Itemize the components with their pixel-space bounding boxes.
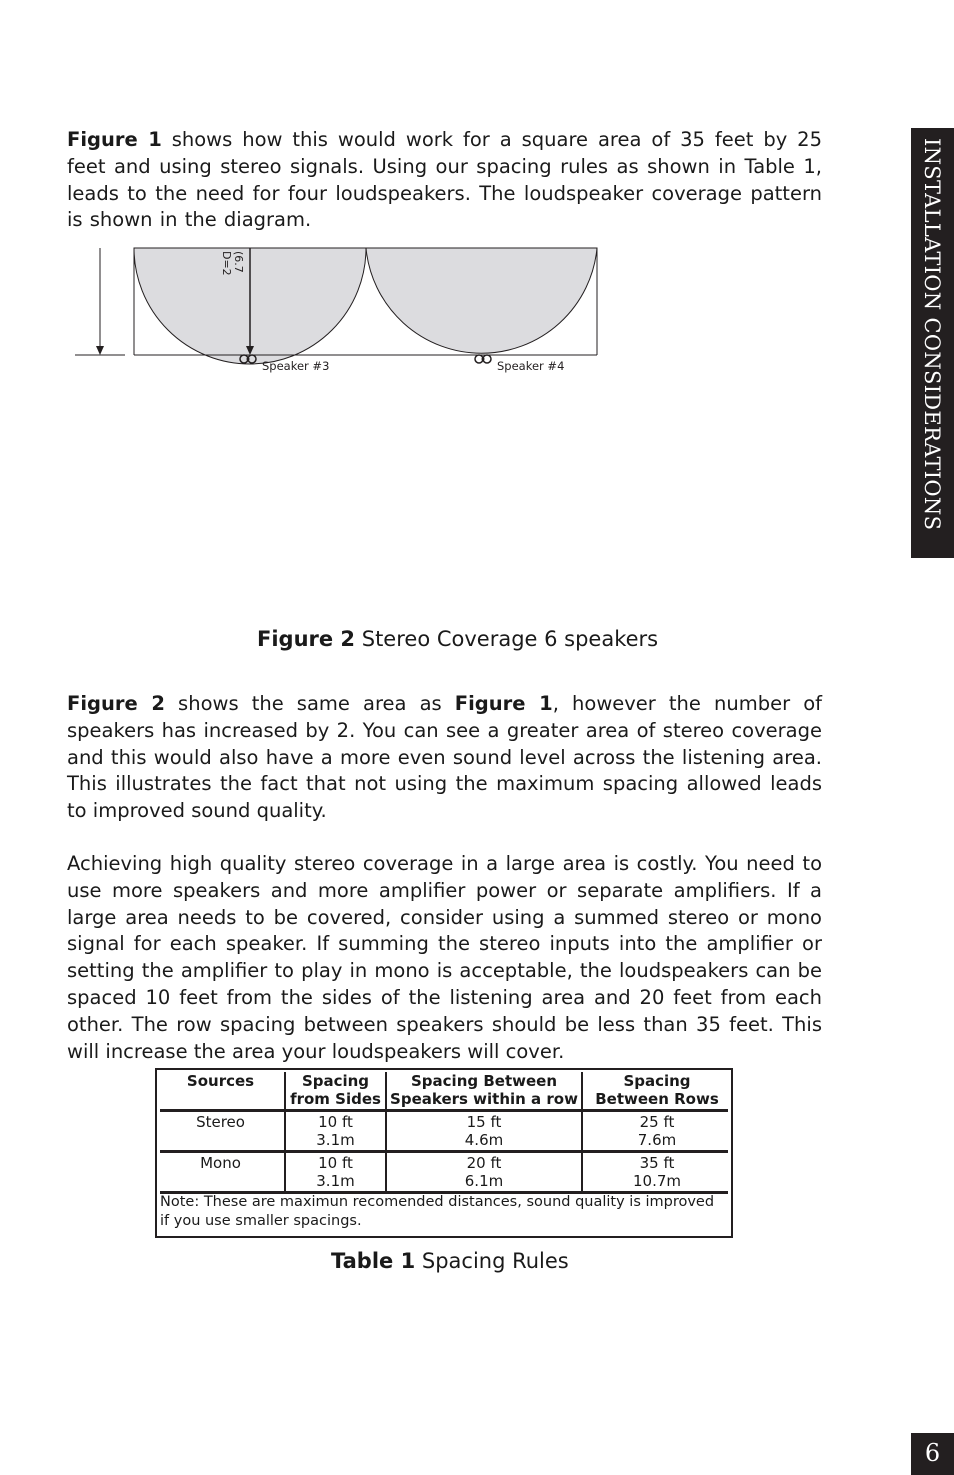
speaker-4-icon <box>475 355 491 363</box>
section-title: INSTALLATION CONSIDERATIONS <box>920 138 944 531</box>
dimension-label-2: (6.7 <box>232 251 245 273</box>
table1-caption-text: Spacing Rules <box>415 1249 569 1273</box>
row-divider <box>160 1109 728 1112</box>
header-spacing-between-rows: Spacing Between Rows <box>595 1072 719 1108</box>
cell-source: Mono <box>200 1154 241 1172</box>
spacing-rules-table <box>155 1068 733 1238</box>
header-spacing-from-sides: Spacing from Sides <box>290 1072 381 1108</box>
speaker-4-label: Speaker #4 <box>497 359 565 373</box>
row-divider <box>160 1150 728 1153</box>
speaker-3-label: Speaker #3 <box>262 359 330 373</box>
table1-caption <box>331 1249 569 1273</box>
figure2-caption-text: Stereo Coverage 6 speakers <box>355 627 659 651</box>
coverage-arc-speaker-4 <box>366 248 597 353</box>
figure2-caption-bold: Figure 2 <box>257 627 356 651</box>
table-note: Note: These are maximun recomended distances, sound quality is improved if you use smaller spacings. <box>160 1194 715 1229</box>
cell-spacing-sides: 10 ft 3.1m <box>316 1113 355 1149</box>
figure1-ref: Figure 1 <box>67 128 162 151</box>
page-number: 6 <box>911 1433 954 1475</box>
paragraph-text: Achieving high quality stereo coverage in a large area is costly. You need to use more speakers and more amplifier power or separate amplifiers. If a large area needs to be covered, consider using a summed stereo or mono signal for each speaker. If summing the stereo inputs into the amplifier or setting the amplifier to play in mono is acceptable, the loudspeakers can be spaced 10 feet from the sides of the listening area and 20 feet from each other. The row spacing between speakers should be less than 35 feet. This will increase the area your loudspeakers will cover. <box>67 852 822 1063</box>
table1-caption-bold: Table 1 <box>331 1249 416 1273</box>
section-side-tab <box>911 128 954 558</box>
paragraph-text: shows how this would work for a square area of 35 feet by 25 feet and using stereo signals. Using our spacing rules as shown in Table 1, leads to the need for four loudspeakers. The loudspeaker coverage pattern is shown in the diagram. <box>67 128 822 232</box>
header-spacing-within-row: Spacing Between Speakers within a row <box>390 1072 578 1108</box>
cell-spacing-sides: 10 ft 3.1m <box>316 1154 355 1190</box>
header-sources: Sources <box>186 1072 255 1090</box>
cell-spacing-within-row: 20 ft 6.1m <box>464 1154 504 1190</box>
paragraph-mono-coverage <box>67 851 822 1065</box>
figure2-caption <box>257 627 658 651</box>
figure2-ref: Figure 2 <box>67 692 165 715</box>
dimension-arrowhead <box>96 346 104 355</box>
cell-spacing-between-rows: 25 ft 7.6m <box>637 1113 677 1149</box>
paragraph-figure1 <box>67 127 822 234</box>
cell-spacing-within-row: 15 ft 4.6m <box>464 1113 504 1149</box>
cell-spacing-between-rows: 35 ft 10.7m <box>632 1154 681 1190</box>
dimension-label-1: D=2 <box>220 251 233 276</box>
figure1-ref: Figure 1 <box>454 692 553 715</box>
cell-source: Stereo <box>196 1113 245 1131</box>
paragraph-figure2 <box>67 691 822 825</box>
coverage-diagram <box>70 246 610 376</box>
paragraph-text: shows the same area as <box>164 692 455 715</box>
paragraph-text: , however the number of speakers has increased by 2. You can see a greater area of stereo coverage and this would also have a more even sound level across the listening area. This illustrates the fact that not using the maximum spacing allowed leads to improved sound quality. <box>67 692 823 823</box>
